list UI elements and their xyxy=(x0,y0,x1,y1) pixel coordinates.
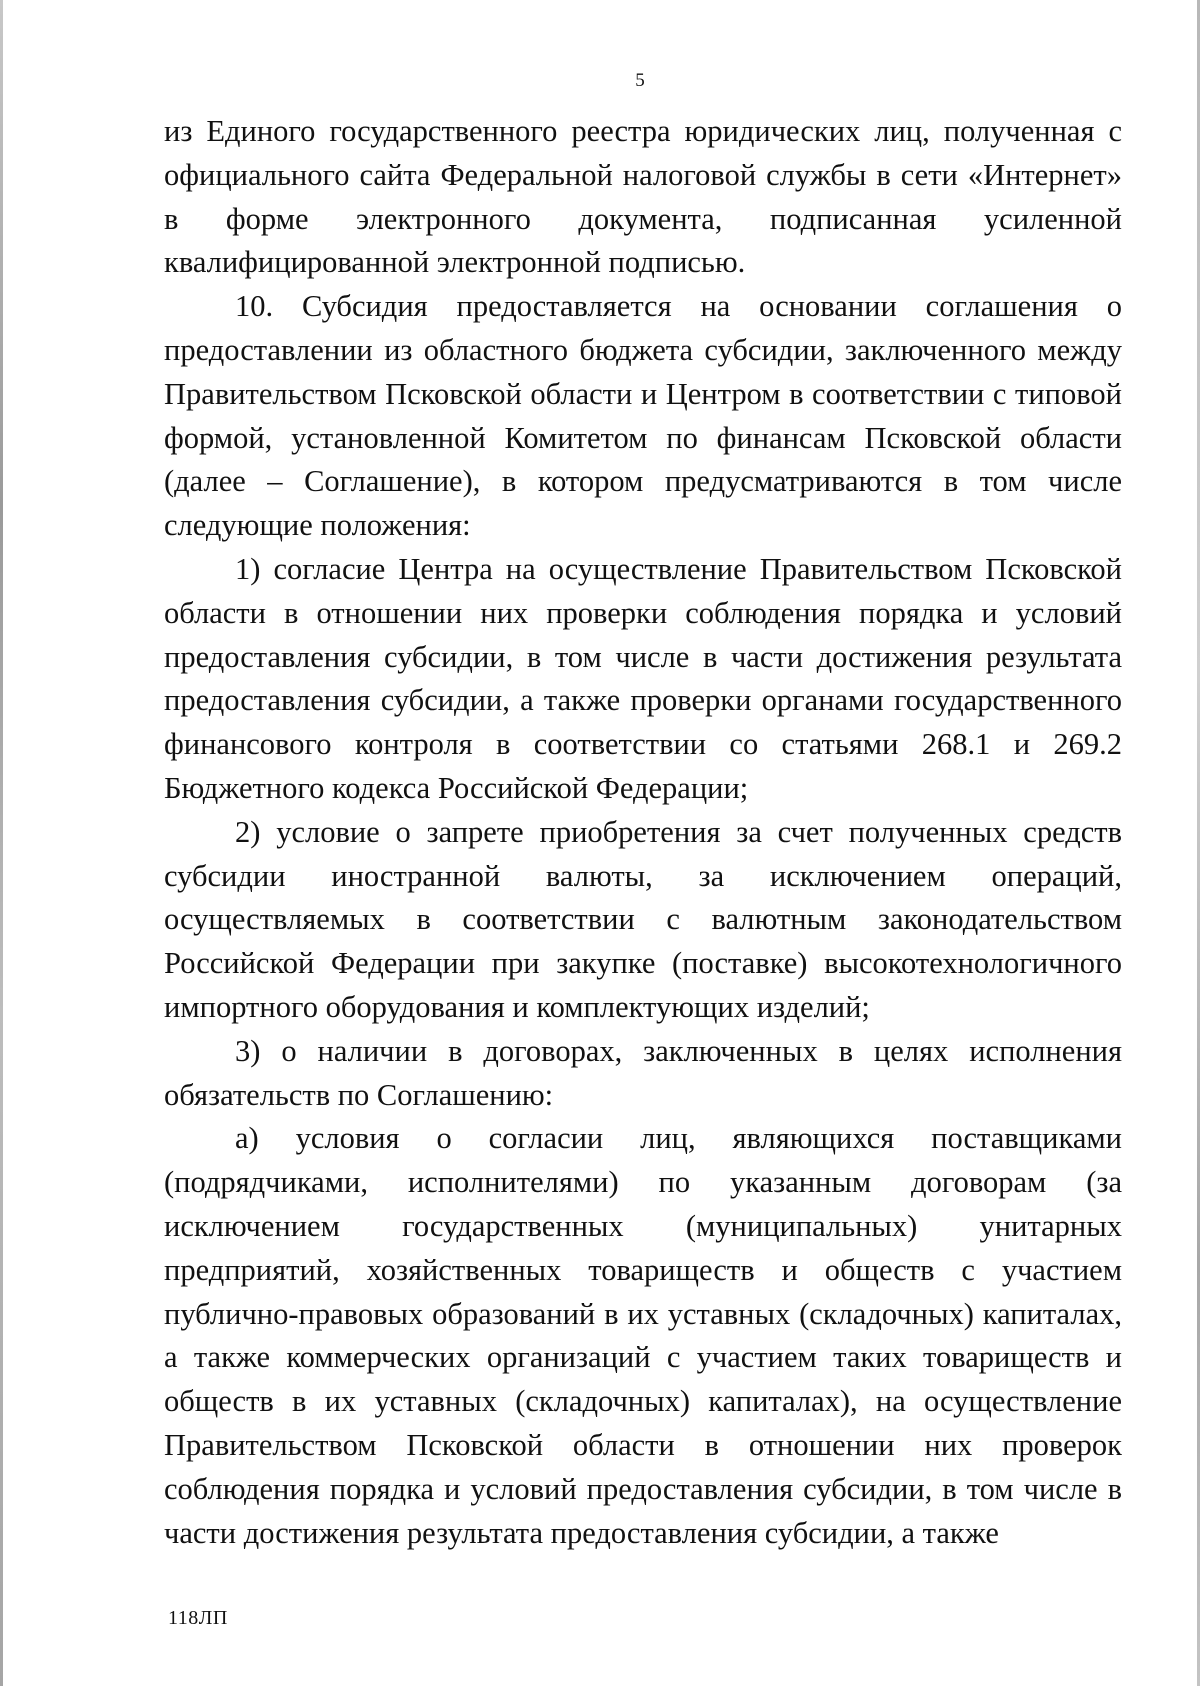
scan-edge-left xyxy=(0,0,3,1686)
page-number: 5 xyxy=(635,70,645,91)
paragraph-item-2: 2) условие о запрете приобретения за счет полученных средств субсидии иностранной валюты, за исключением операций, осуществляемых в соответствии с валютным законодательством Российской Федерации при закупке (поставке) высокотехнологичного импортного оборудования и комплектующих изделий; xyxy=(164,814,1122,1024)
paragraph-clause-10: 10. Субсидия предоставляется на основании соглашения о предоставлении из областного бюджета субсидии, заключенного между Правительством Псковской области и Центром в соответствии с типовой формой, установленной Комитетом по финансам Псковской области (далее – Соглашение), в котором предусматриваются в том числе следующие положения: xyxy=(164,289,1122,543)
document-body xyxy=(164,110,1122,1555)
paragraph-item-3: 3) о наличии в договорах, заключенных в целях исполнения обязательств по Соглашению: xyxy=(164,1033,1122,1112)
document-code: 118ЛП xyxy=(168,1607,228,1629)
paragraph-subitem-a: а) условия о согласии лиц, являющихся поставщиками (подрядчиками, исполнителями) по указанным договорам (за исключением государственных (муниципальных) унитарных предприятий, хозяйственных товариществ и обществ с участием публично-правовых образований в их уставных (складочных) капиталах, а также коммерческих организаций с участием таких товариществ и обществ в их уставных (складочных) капиталах), на осуществление Правительством Псковской области в отношении них проверок соблюдения порядка и условий предоставления субсидии, в том числе в части достижения результата предоставления субсидии, а также xyxy=(164,1121,1122,1550)
paragraph-item-1: 1) согласие Центра на осуществление Правительством Псковской области в отношении них проверки соблюдения порядка и условий предоставления субсидии, в том числе в части достижения результата предоставления субсидии, а также проверки органами государственного финансового контроля в соответствии со статьями 268.1 и 269.2 Бюджетного кодекса Российской Федерации; xyxy=(164,551,1122,805)
paragraph-continuation: из Единого государственного реестра юридических лиц, полученная с официального сайта Федеральной налоговой службы в сети «Интернет» в форме электронного документа, подписанная усиленной квалифицированной электронной подписью. xyxy=(164,114,1122,280)
